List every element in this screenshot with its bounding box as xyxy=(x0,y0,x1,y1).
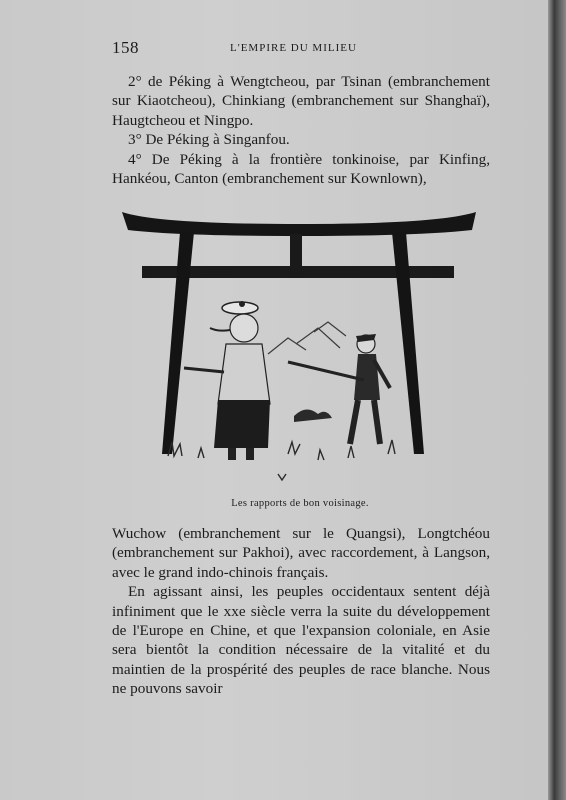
paragraph-continuation: Wuchow (embranchement sur le Quangsi), Longtchéou (embranchement sur Pakhoi), avec raccordement, à Langson, avec le grand indo-chinois français. xyxy=(112,525,490,581)
paragraph-occidentaux: En agissant ainsi, les peuples occidentaux sentent déjà infiniment que le xxe siècle verra la suite du développement de l'Europe en Chine, et que l'expansion coloniale, en Asie sera bientôt la condition nécessaire de la vitalité et du maintien de la prospérité des peuples de race blanche. Nous ne pouvons savoir xyxy=(112,583,490,698)
shrub xyxy=(294,409,332,422)
torii-left-pillar xyxy=(162,232,194,454)
page-header xyxy=(112,38,488,62)
paragraph-route-2: 2° de Péking à Wengtcheou, par Tsinan (embranchement sur Kiaotcheou), Chinkiang (embranchement sur Shanghaï), Haugtcheou et Ningpo. xyxy=(112,73,490,129)
grass xyxy=(168,440,395,480)
running-title: L'EMPIRE DU MILIEU xyxy=(230,42,357,54)
torii-gate-illustration xyxy=(118,204,480,494)
paragraph-route-3: 3° De Péking à Singanfou. xyxy=(128,131,290,149)
torii-top-beam xyxy=(122,212,476,236)
mountains xyxy=(268,322,346,354)
torii-center-strut xyxy=(290,234,302,268)
chinese-figure xyxy=(184,301,270,460)
book-page-edge xyxy=(548,0,566,800)
illustration-caption: Les rapports de bon voisinage. xyxy=(231,498,369,509)
page-number: 158 xyxy=(112,38,139,57)
bottom-text xyxy=(112,524,490,699)
top-text xyxy=(112,72,490,188)
torii-right-pillar xyxy=(392,232,424,454)
soldier-figure xyxy=(288,334,390,444)
paragraph-route-4: 4° De Péking à la frontière tonkinoise, par Kinfing, Hankéou, Canton (embranchement sur Kownlown), xyxy=(112,150,490,188)
